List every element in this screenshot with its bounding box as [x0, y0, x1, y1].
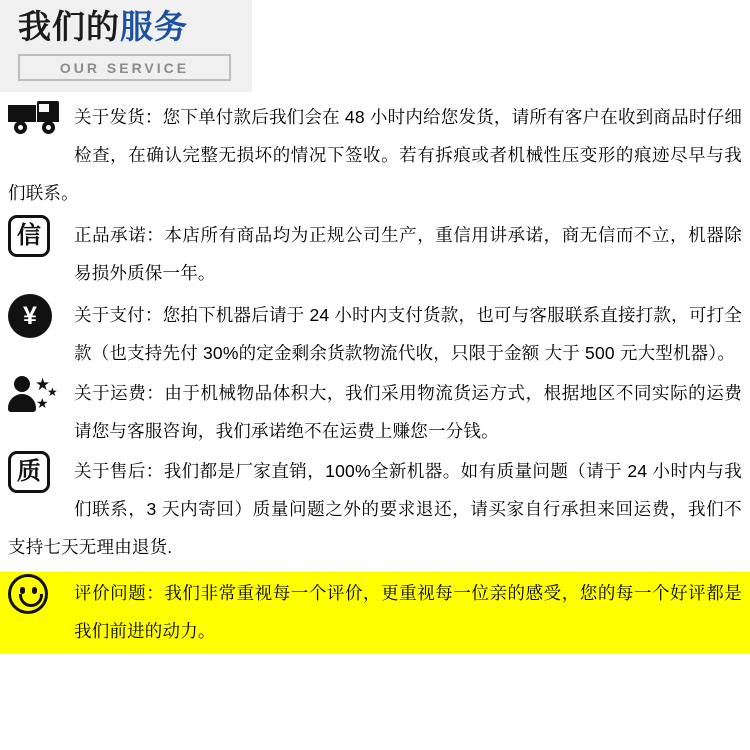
- section-reviews-text: 我们非常重视每一个评价，更重视每一位亲的感受，您的每一个好评都是我们前进的动力。: [74, 583, 743, 641]
- trust-badge-icon: [8, 216, 74, 256]
- yen-coin-icon: [8, 296, 74, 336]
- section-after-sales-label: 关于售后：: [74, 461, 164, 481]
- person-stars-icon: ★ ★ ★: [8, 374, 74, 414]
- section-payment-label: 关于支付：: [74, 305, 163, 325]
- truck-icon: [8, 98, 74, 138]
- section-authenticity-body: [8, 216, 742, 292]
- section-authenticity-label: 正品承诺：: [74, 225, 165, 245]
- section-freight-text: 由于机械物品体积大，我们采用物流货运方式，根据地区不同实际的运费请您与客服咨询，我们承诺绝不在运费上赚您一分钱。: [74, 383, 743, 441]
- section-payment: [0, 296, 750, 372]
- section-shipping-label: 关于发货：: [74, 107, 163, 127]
- section-shipping-body: [8, 98, 742, 212]
- section-freight-label: 关于运费：: [74, 383, 165, 403]
- section-reviews: [0, 572, 750, 654]
- page-title-highlight: 服务: [120, 8, 188, 45]
- header-banner: [0, 0, 252, 92]
- section-reviews-label: 评价问题：: [74, 583, 165, 603]
- section-freight-body: [8, 374, 742, 450]
- header-subtitle: OUR SERVICE: [59, 59, 190, 76]
- section-shipping-text: 您下单付款后我们会在 48 小时内给您发货，请所有客户在收到商品时仔细检查，在确认完整无损坏的情况下签收。若有拆痕或者机械性压变形的痕迹尽早与我们联系。: [8, 107, 743, 203]
- page-title-prefix: 我们的: [18, 8, 120, 45]
- yen-coin-glyph: ¥: [8, 294, 52, 338]
- section-after-sales: [0, 452, 750, 566]
- section-authenticity-text: 本店所有商品均为正规公司生产，重信用讲承诺，商无信而不立，机器除易损外质保一年。: [74, 225, 743, 283]
- page-title: [0, 6, 252, 48]
- section-after-sales-body: [8, 452, 742, 566]
- trust-badge-glyph: 信: [8, 215, 50, 257]
- section-freight: [0, 374, 750, 450]
- section-shipping: [0, 98, 750, 212]
- section-authenticity: [0, 216, 750, 292]
- section-payment-text: 您拍下机器后请于 24 小时内支付货款，也可与客服联系直接打款，可打全款（也支持先付 30%的定金剩余货款物流代收，只限于金额 大于 500 元大型机器）。: [74, 305, 743, 363]
- header-subtitle-box: [18, 54, 231, 81]
- section-after-sales-text: 我们都是厂家直销，100%全新机器。如有质量问题（请于 24 小时内与我们联系，3 天内寄回）质量问题之外的要求退还，请买家自行承担来回运费，我们不支持七天无理由退货.: [8, 461, 743, 557]
- smiley-icon: [8, 574, 74, 614]
- section-reviews-body: [8, 574, 742, 650]
- section-payment-body: [8, 296, 742, 372]
- quality-badge-icon: [8, 452, 74, 492]
- quality-badge-glyph: 质: [8, 451, 50, 493]
